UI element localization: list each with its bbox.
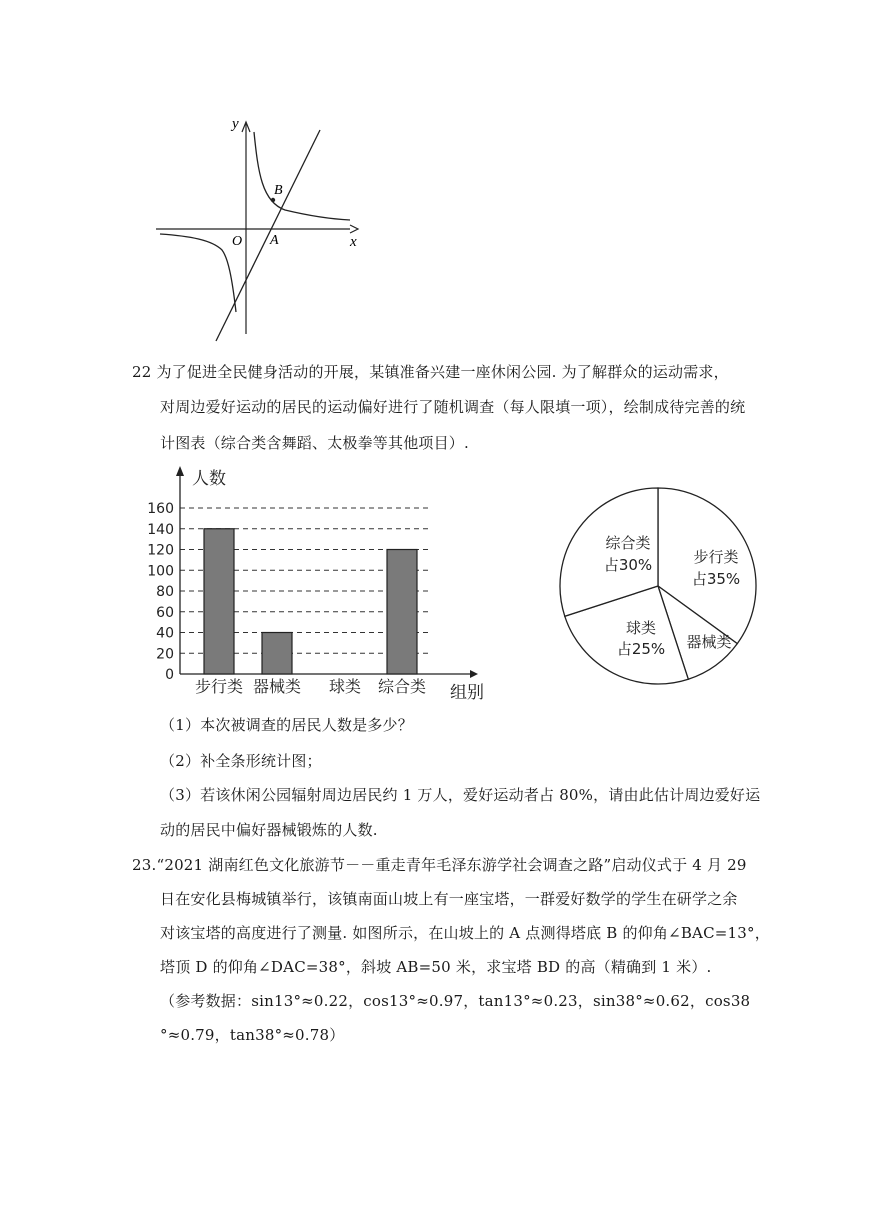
label-b: B [274, 183, 283, 198]
pie-chart [553, 478, 773, 698]
q23-line-2: 日在安化县梅城镇举行，该镇南面山坡上有一座宝塔，一群爱好数学的学生在研学之余 [160, 890, 738, 908]
y-tick-label: 120 [147, 542, 174, 559]
slice-percent-label: 占25% [616, 640, 666, 658]
category-label: 器械类 [252, 677, 302, 696]
q23-line-1: 23.“2021 湖南红色文化旅游节－－重走青年毛泽东游学社会调查之路”启动仪式于 4 月 29 [132, 856, 747, 874]
hyperbola-branch-1 [254, 132, 350, 220]
q22-sub1: （1）本次被调查的居民人数是多少？ [160, 716, 413, 734]
slice-label: 器械类 [686, 633, 732, 651]
bar [262, 633, 292, 675]
q22-sub3-line2: 动的居民中偏好器械锻炼的人数. [160, 821, 378, 839]
category-label: 球类 [328, 677, 362, 696]
label-o: O [232, 234, 243, 249]
q22-sub2: （2）补全条形统计图； [160, 752, 322, 770]
y-tick-label: 100 [147, 563, 174, 580]
bar [204, 529, 234, 674]
function-graph [150, 112, 370, 347]
y-tick-label: 140 [147, 521, 174, 538]
label-a: A [270, 233, 279, 248]
q23-line-3: 对该宝塔的高度进行了测量. 如图所示，在山坡上的 A 点测得塔底 B 的仰角∠BAC=13°， [160, 924, 770, 942]
slice-label: 球类 [625, 619, 657, 637]
y-axis-arrow [176, 466, 184, 476]
y-tick-label: 20 [156, 646, 174, 663]
slice-label: 步行类 [693, 548, 739, 566]
category-label: 步行类 [194, 677, 244, 696]
q22-sub3-line1: （3）若该休闲公园辐射周边居民约 1 万人，爱好运动者占 80%，请由此估计周边爱好运 [160, 786, 761, 804]
slice-percent-label: 占30% [603, 556, 653, 574]
q23-line-5: （参考数据：sin13°≈0.22，cos13°≈0.97，tan13°≈0.23，sin38°≈0.62，cos38 [160, 992, 751, 1010]
point-b [271, 198, 275, 202]
x-axis-label: 组别 [450, 683, 484, 703]
hyperbola-branch-2 [160, 234, 236, 312]
bar-chart [140, 462, 500, 707]
y-tick-label: 40 [156, 625, 174, 642]
y-tick-label: 160 [147, 501, 174, 517]
x-axis-arrow [470, 670, 478, 678]
category-label: 综合类 [377, 677, 427, 696]
bar [387, 550, 417, 675]
q23-line-4: 塔顶 D 的仰角∠DAC=38°，斜坡 AB=50 米，求宝塔 BD 的高（精确到 1 米）. [160, 958, 712, 976]
label-y: y [232, 116, 239, 132]
y-axis-label: 人数 [192, 469, 226, 489]
label-x: x [350, 234, 357, 250]
y-tick-label: 0 [165, 667, 174, 683]
slice-label: 综合类 [605, 534, 651, 552]
y-tick-label: 60 [156, 604, 174, 621]
slice-percent-label: 占35% [691, 570, 741, 588]
x-axis-arrow [350, 225, 358, 233]
q22-line-2: 对周边爱好运动的居民的运动偏好进行了随机调查（每人限填一项），绘制成待完善的统 [160, 398, 746, 416]
q22-line-1: 22 为了促进全民健身活动的开展，某镇准备兴建一座休闲公园. 为了解群众的运动需求， [132, 363, 729, 381]
y-tick-label: 80 [156, 584, 174, 600]
q22-line-3: 计图表（综合类含舞蹈、太极拳等其他项目）. [160, 434, 469, 452]
q23-line-6: °≈0.79，tan38°≈0.78） [160, 1026, 345, 1044]
